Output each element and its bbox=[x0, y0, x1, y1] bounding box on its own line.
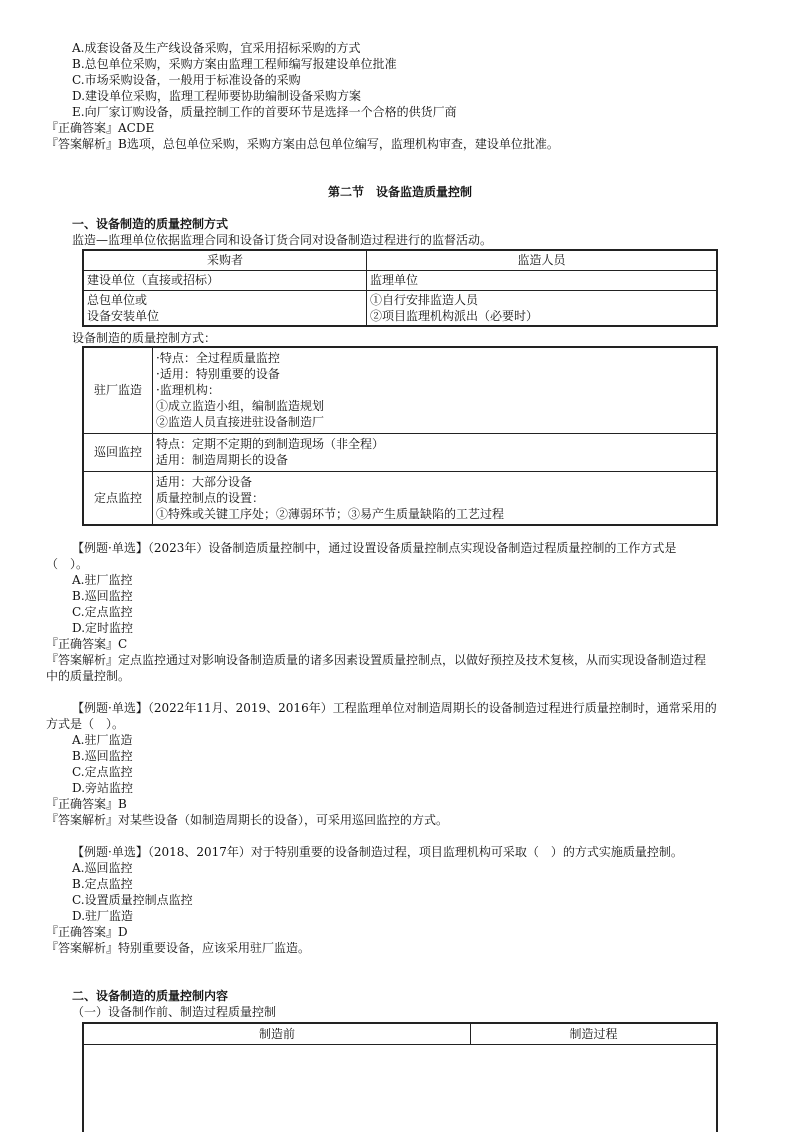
heading-2: 二、设备制造的质量控制内容 bbox=[72, 989, 229, 1003]
answer-line: 『正确答案』B bbox=[46, 797, 127, 811]
question-stem: 【例题·单选】（2018、2017年）对于特别重要的设备制造过程，项目监理机构可采取（ ）的方式实施质量控制。 bbox=[72, 845, 683, 859]
question-stem: 【例题·单选】（2022年11月、2019、2016年）工程监理单位对制造周期长的设备制造过程进行质量控制时，通常采用的 bbox=[72, 701, 717, 715]
option-line: B.定点监控 bbox=[72, 877, 133, 891]
method-detail bbox=[153, 471, 718, 525]
method-name: 巡回监控 bbox=[83, 433, 153, 471]
table-header: 监造人员 bbox=[367, 250, 718, 270]
cell-line: ①自行安排监造人员 bbox=[370, 292, 479, 307]
cell-line: ·监理机构： bbox=[156, 383, 220, 398]
cell-line: ②项目监理机构派出（必要时） bbox=[370, 308, 539, 323]
question-stem: （ ）。 bbox=[46, 557, 89, 571]
methods-table bbox=[82, 346, 718, 526]
method-name: 驻厂监造 bbox=[83, 347, 153, 433]
option-line: A.驻厂监造 bbox=[72, 733, 133, 747]
method-detail bbox=[153, 433, 718, 471]
option-line: C.定点监控 bbox=[72, 765, 133, 779]
methods-label: 设备制造的质量控制方式： bbox=[72, 331, 217, 345]
table-cell: 监理单位 bbox=[367, 270, 718, 290]
explanation-line: 『答案解析』B选项，总包单位采购，采购方案由总包单位编写，监理机构审查，建设单位批准。 bbox=[46, 137, 559, 151]
option-line: C.市场采购设备，一般用于标准设备的采购 bbox=[72, 73, 301, 87]
cell-line: 质量控制点的设置： bbox=[156, 490, 265, 505]
explanation-line: 『答案解析』定点监控通过对影响设备制造质量的诸多因素设置质量控制点，以做好预控及技术复核，从而实现设备制造过程 bbox=[46, 653, 707, 667]
definition-text: 监造—监理单位依据监理合同和设备订货合同对设备制造过程进行的监督活动。 bbox=[72, 233, 493, 247]
option-line: A.巡回监控 bbox=[72, 861, 133, 875]
option-line: C.设置质量控制点监控 bbox=[72, 893, 193, 907]
table-header: 制造过程 bbox=[471, 1024, 716, 1045]
heading-1: 一、设备制造的质量控制方式 bbox=[72, 217, 229, 231]
section-title: 第二节 设备监造质量控制 bbox=[327, 185, 472, 199]
answer-line: 『正确答案』D bbox=[46, 925, 128, 939]
option-line: B.总包单位采购，采购方案由监理工程师编写报建设单位批准 bbox=[72, 57, 397, 71]
cell-line: ①成立监造小组，编制监造规划 bbox=[156, 399, 325, 414]
explanation-line: 『答案解析』对某些设备（如制造周期长的设备），可采用巡回监控的方式。 bbox=[46, 813, 449, 827]
cell-line: 适用：制造周期长的设备 bbox=[156, 453, 289, 467]
cell-line: ①特殊或关键工序处；②薄弱环节；③易产生质量缺陷的工艺过程 bbox=[156, 506, 505, 521]
table-cell: 建设单位（直接或招标） bbox=[83, 270, 367, 290]
option-line: C.定点监控 bbox=[72, 605, 133, 619]
option-line: A.驻厂监控 bbox=[72, 573, 133, 587]
cell-line: 总包单位或 bbox=[87, 292, 148, 307]
option-line: B.巡回监控 bbox=[72, 589, 133, 603]
option-line: B.巡回监控 bbox=[72, 749, 133, 763]
subheading: （一）设备制作前、制造过程质量控制 bbox=[72, 1005, 277, 1019]
option-line: A.成套设备及生产线设备采购，宜采用招标采购的方式 bbox=[72, 41, 361, 55]
process-table bbox=[82, 1022, 718, 1132]
option-line: D.旁站监控 bbox=[72, 781, 134, 795]
cell-line: ·特点：全过程质量监控 bbox=[156, 351, 280, 366]
explanation-line: 中的质量控制。 bbox=[46, 669, 131, 683]
table-cell bbox=[367, 290, 718, 326]
cell-line: 适用：大部分设备 bbox=[156, 474, 253, 489]
table-header: 采购者 bbox=[83, 250, 367, 270]
option-line: D.驻厂监造 bbox=[72, 909, 134, 923]
method-detail bbox=[153, 347, 718, 433]
table-header: 制造前 bbox=[84, 1024, 471, 1045]
answer-line: 『正确答案』ACDE bbox=[46, 121, 155, 135]
answer-line: 『正确答案』C bbox=[46, 637, 128, 651]
cell-line: 特点：定期不定期的到制造现场（非全程） bbox=[156, 437, 385, 451]
question-stem: 方式是（ ）。 bbox=[46, 717, 125, 731]
option-line: D.建设单位采购，监理工程师要协助编制设备采购方案 bbox=[72, 89, 362, 103]
option-line: E.向厂家订购设备，质量控制工作的首要环节是选择一个合格的供货厂商 bbox=[72, 105, 457, 119]
explanation-line: 『答案解析』特别重要设备，应该采用驻厂监造。 bbox=[46, 941, 311, 955]
cell-line: ·适用：特别重要的设备 bbox=[156, 367, 280, 382]
option-line: D.定时监控 bbox=[72, 621, 134, 635]
question-stem: 【例题·单选】（2023年）设备制造质量控制中，通过设置设备质量控制点实现设备制造过程质量控制的工作方式是 bbox=[72, 541, 677, 555]
method-name: 定点监控 bbox=[83, 471, 153, 525]
purchaser-table bbox=[82, 249, 718, 327]
cell-line: 设备安装单位 bbox=[87, 308, 160, 323]
cell-line: ②监造人员直接进驻设备制造厂 bbox=[156, 415, 325, 430]
table-cell bbox=[83, 290, 367, 326]
